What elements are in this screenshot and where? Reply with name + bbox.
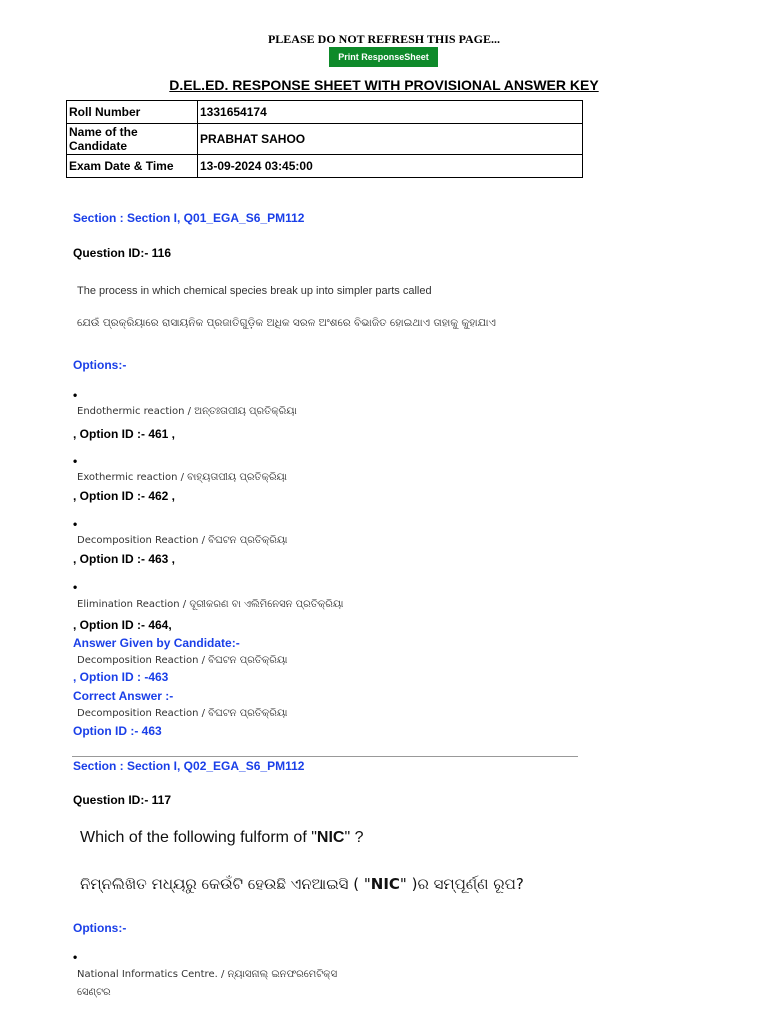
q1-option-2-id: , Option ID :- 462 , bbox=[73, 489, 176, 503]
q1-option-2-text: Exothermic reaction / ବାହ୍ୟତାପୀୟ ପ୍ରତିକ୍ରିୟା bbox=[77, 472, 288, 483]
table-row bbox=[67, 101, 583, 124]
q1-answer-given-text: Decomposition Reaction / ବିଘଟନ ପ୍ରତିକ୍ରିୟା bbox=[77, 655, 288, 666]
exam-date-label: Exam Date & Time bbox=[67, 155, 198, 178]
q1-option-1-id: , Option ID :- 461 , bbox=[73, 427, 176, 441]
q2-options-label: Options:- bbox=[73, 921, 127, 935]
q1-option-3-text: Decomposition Reaction / ବିଘଟନ ପ୍ରତିକ୍ରିୟା bbox=[77, 535, 288, 546]
q1-option-2-bullet: • bbox=[73, 454, 78, 468]
q1-option-1-bullet: • bbox=[73, 388, 78, 402]
q2-text-or-suffix: " )ର ସମ୍ପୂର୍ଣ୍ଣ ରୂପ? bbox=[399, 875, 524, 893]
q2-text-or-bold: NIC bbox=[370, 875, 400, 893]
q1-answer-given-label: Answer Given by Candidate:- bbox=[73, 636, 240, 650]
table-row bbox=[67, 124, 583, 155]
q1-answer-given-id: , Option ID : -463 bbox=[73, 670, 169, 684]
q2-question-id: Question ID:- 117 bbox=[73, 793, 172, 807]
q1-option-4-text: Elimination Reaction / ଦୂରୀକରଣ ବା ଏଲିମିନେସନ ପ୍ରତିକ୍ରିୟା bbox=[77, 599, 344, 610]
q1-question-id: Question ID:- 116 bbox=[73, 246, 172, 260]
q1-option-4-id: , Option ID :- 464, bbox=[73, 618, 172, 632]
page-title: D.EL.ED. RESPONSE SHEET WITH PROVISIONAL ANSWER KEY bbox=[169, 77, 599, 93]
exam-date-value: 13-09-2024 03:45:00 bbox=[198, 155, 583, 178]
q2-text-en-suffix: " ? bbox=[344, 829, 364, 846]
roll-number-label: Roll Number bbox=[67, 101, 198, 124]
q1-correct-answer-label: Correct Answer :- bbox=[73, 689, 174, 703]
q2-text-en-prefix: Which of the following fulform of " bbox=[80, 829, 317, 846]
table-row bbox=[67, 155, 583, 178]
q1-options-label: Options:- bbox=[73, 358, 127, 372]
q1-option-4-bullet: • bbox=[73, 580, 78, 594]
candidate-info-table bbox=[66, 100, 583, 178]
q2-option-1-bullet: • bbox=[73, 950, 78, 964]
question-divider bbox=[72, 756, 578, 757]
candidate-name-value: PRABHAT SAHOO bbox=[198, 124, 583, 155]
q2-question-text-en bbox=[80, 829, 363, 847]
refresh-warning: PLEASE DO NOT REFRESH THIS PAGE... bbox=[267, 32, 501, 46]
q2-question-text-or bbox=[80, 875, 524, 893]
q1-option-3-bullet: • bbox=[73, 517, 78, 531]
q1-option-3-id: , Option ID :- 463 , bbox=[73, 552, 176, 566]
roll-number-value: 1331654174 bbox=[198, 101, 583, 124]
print-response-sheet-button[interactable]: Print ResponseSheet bbox=[329, 47, 438, 67]
q1-question-text-or: ଯେଉଁ ପ୍ରକ୍ରିୟାରେ ରାସାୟନିକ ପ୍ରଜାତିଗୁଡ଼ିକ ଅଧିକ ସରଳ ଅଂଶରେ ବିଭାଜିତ ହୋଇଥାଏ ତାହାକୁ କୁହାଯାଏ bbox=[77, 317, 496, 329]
q2-option-1-text-line1: National Informatics Centre. / ନ୍ୟାସନାଲ୍ ଇନଫରମେଟିକ୍ସ bbox=[77, 969, 338, 980]
q2-text-en-bold: NIC bbox=[316, 829, 345, 846]
q1-option-1-text: Endothermic reaction / ଅନ୍ତଃତାପୀୟ ପ୍ରତିକ୍ରିୟା bbox=[77, 406, 297, 417]
q1-question-text-en: The process in which chemical species break up into simpler parts called bbox=[77, 285, 432, 297]
candidate-name-label: Name of the Candidate bbox=[67, 124, 198, 155]
q2-option-1-text-line2: ସେଣ୍ଟର bbox=[77, 987, 111, 998]
q2-text-or-prefix: ନିମ୍ନଲିଖିତ ମଧ୍ୟରୁ କେଉଁଟି ହେଉଛି ଏନଆଇସି ( " bbox=[80, 875, 371, 893]
q1-correct-answer-text: Decomposition Reaction / ବିଘଟନ ପ୍ରତିକ୍ରିୟା bbox=[77, 708, 288, 719]
q1-correct-answer-id: Option ID :- 463 bbox=[73, 724, 162, 738]
q2-section-heading: Section : Section I, Q02_EGA_S6_PM112 bbox=[73, 759, 305, 773]
q1-section-heading: Section : Section I, Q01_EGA_S6_PM112 bbox=[73, 211, 305, 225]
